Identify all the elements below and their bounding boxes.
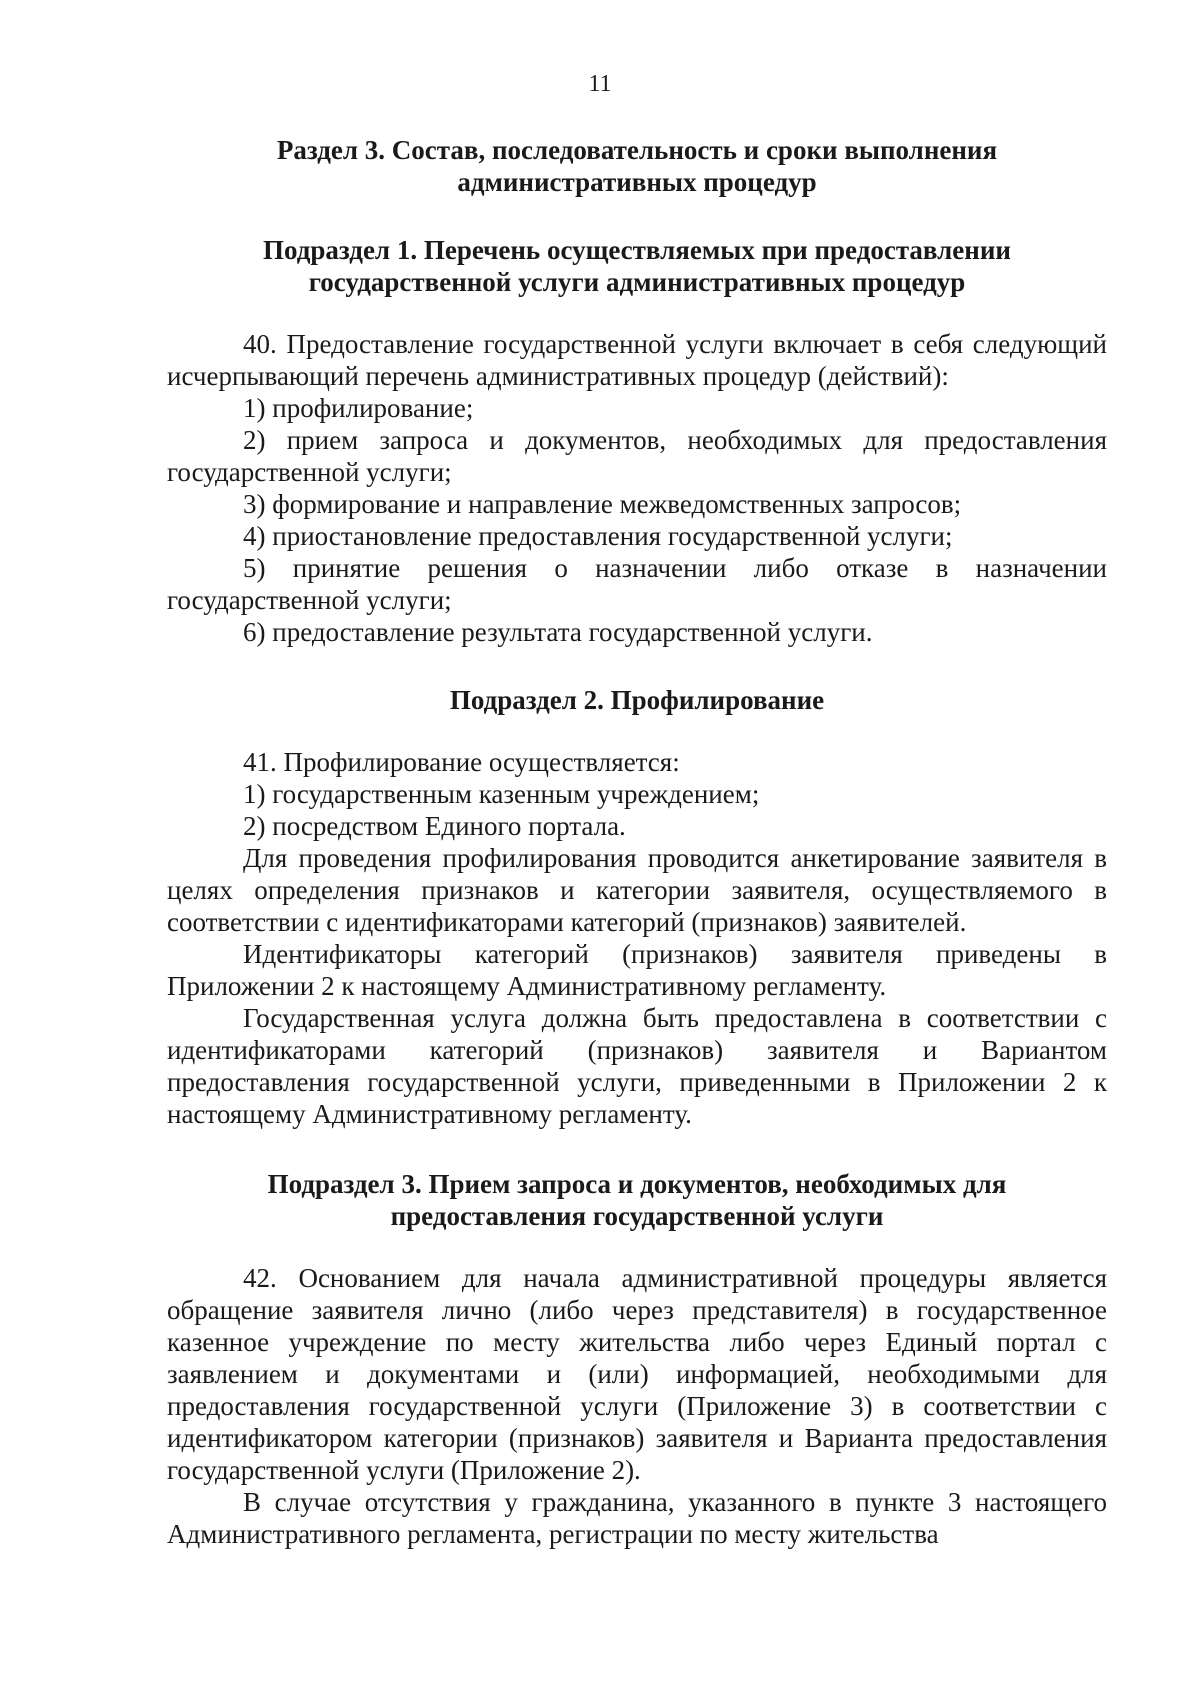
paragraph: В случае отсутствия у гражданина, указанного в пункте 3 настоящего Административного регламента, регистрации по месту жительства: [167, 1487, 1107, 1549]
page-number: 11: [588, 71, 612, 97]
section-heading: Раздел 3. Состав, последовательность и сроки выполнения административных процедур: [276, 135, 998, 197]
list-item: 2) прием запроса и документов, необходимых для предоставления государственной услуги;: [167, 425, 1107, 487]
paragraph: 42. Основанием для начала административной процедуры является обращение заявителя лично (либо через представителя) в государственное казенное учреждение по месту жительства либо через Единый портал с заявлением и документами и (или) информацией, необходимыми для предоставления государственной услуги (Приложение 3) в соответствии с идентификатором категории (признаков) заявителя и Варианта предоставления государственной услуги (Приложение 2).: [167, 1263, 1107, 1485]
list-item: 2) посредством Единого портала.: [243, 811, 626, 841]
subsection-1-body: [167, 328, 1107, 648]
subsection-1-heading: Подраздел 1. Перечень осуществляемых при предоставлении государственной услуги административных процедур: [263, 235, 1011, 297]
list-item: 3) формирование и направление межведомственных запросов;: [243, 489, 962, 519]
paragraph: 40. Предоставление государственной услуги включает в себя следующий исчерпывающий перечень административных процедур (действий):: [167, 329, 1107, 391]
paragraph: 41. Профилирование осуществляется:: [243, 747, 680, 777]
subsection-3-heading: Подраздел 3. Прием запроса и документов, необходимых для предоставления государственной услуги: [267, 1169, 1007, 1231]
list-item: 1) профилирование;: [243, 393, 474, 423]
subsection-2-heading: Подраздел 2. Профилирование: [449, 685, 825, 715]
subsection-3-body: [167, 1262, 1107, 1550]
document-body: [167, 134, 1107, 1550]
list-item: 1) государственным казенным учреждением;: [243, 779, 760, 809]
list-item: 4) приостановление предоставления государственной услуги;: [243, 521, 953, 551]
subsection-2-body: [167, 746, 1107, 1130]
paragraph: Государственная услуга должна быть предоставлена в соответствии с идентификаторами категорий (признаков) заявителя и Вариантом предоставления государственной услуги, приведенными в Приложении 2 к настоящему Административному регламенту.: [167, 1003, 1107, 1129]
paragraph: Для проведения профилирования проводится анкетирование заявителя в целях определения признаков и категории заявителя, осуществляемого в соответствии с идентификаторами категорий (признаков) заявителей.: [167, 843, 1107, 937]
list-item: 5) принятие решения о назначении либо отказе в назначении государственной услуги;: [167, 553, 1107, 615]
list-item: 6) предоставление результата государственной услуги.: [243, 617, 873, 647]
paragraph: Идентификаторы категорий (признаков) заявителя приведены в Приложении 2 к настоящему Административному регламенту.: [167, 939, 1107, 1001]
